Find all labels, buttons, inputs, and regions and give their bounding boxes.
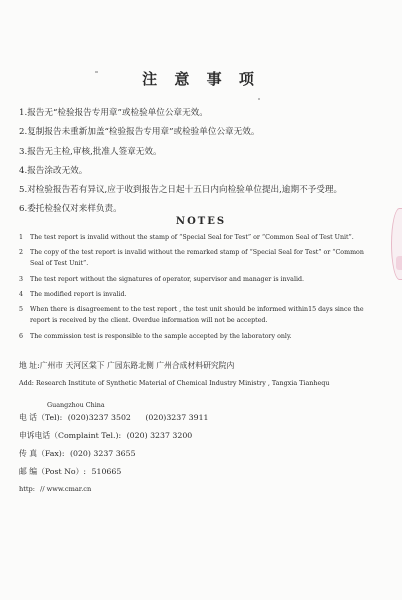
note-number: 4	[19, 290, 24, 298]
complaint-label: 申诉电话（Complaint Tel.):	[19, 431, 122, 440]
english-note-item	[19, 305, 379, 327]
note-number: 1	[19, 234, 24, 241]
complaint-number: (020) 3237 3200	[126, 431, 193, 440]
website-link[interactable]: // www.cmar.cn	[40, 485, 92, 493]
telephone-row	[19, 412, 209, 423]
chinese-note-item: 6.委托检验仅对来样负责。	[19, 204, 122, 215]
note-number: 3	[19, 275, 24, 283]
telephone-label: 电 话（Tel):	[19, 413, 63, 422]
english-note-item	[19, 332, 379, 343]
fax-number: (020) 3237 3655	[69, 449, 136, 458]
note-number: 6	[19, 332, 24, 340]
address-english-line: Add: Research Institute of Synthetic Material of Chemical Industry Ministry , Tangxia Tianhequ	[19, 379, 330, 387]
chinese-note-item: 5.对检验报告若有异议,应于收到报告之日起十五日内向检验单位提出,逾期不予受理。	[19, 185, 343, 196]
english-notes-list	[19, 233, 379, 347]
note-text: The test report is invalid without the stamp of “Special Seal for Test” or “Common Seal of Test Unit”.	[30, 234, 354, 241]
english-note-item	[19, 275, 379, 286]
postcode-row	[19, 466, 121, 477]
seal-stamp-mark	[396, 256, 402, 270]
english-note-item	[19, 290, 379, 301]
address-chinese: 地 址:广州市 天河区棠下 广园东路北侧 广州合成材料研究院内	[19, 361, 235, 370]
notice-title: 注 意 事 项	[142, 70, 260, 88]
note-text: The commission test is responsible to the sample accepted by the laboratory only.	[30, 332, 292, 340]
address-english-city: Guangzhou China	[47, 401, 105, 409]
address-english	[19, 378, 389, 411]
postcode-label: 邮 编（Post No）:	[19, 467, 87, 476]
telephone-number: (020)3237 3502	[67, 413, 131, 422]
note-number: 2	[19, 249, 24, 257]
paper-speck	[258, 98, 260, 100]
website-label: http:	[19, 485, 35, 493]
chinese-note-item: 1.报告无“检验报告专用章”或检验单位公章无效。	[19, 108, 208, 118]
note-number: 5	[19, 306, 24, 314]
fax-row	[19, 448, 136, 459]
english-note-item	[19, 248, 379, 270]
note-text: The modified report is invalid.	[30, 290, 127, 298]
chinese-note-item: 2.复制报告未重新加盖“检验报告专用章”或检验单位公章无效。	[19, 127, 260, 138]
english-note-item	[19, 233, 379, 244]
chinese-notes-list	[19, 108, 394, 224]
chinese-note-item: 4.报告涂改无效。	[19, 165, 88, 176]
telephone-number: (020)3237 3911	[145, 413, 209, 422]
website-row	[19, 485, 91, 493]
complaint-row	[19, 430, 192, 441]
note-text: The copy of the test report is invalid without the remarked stamp of “Special Seal for Test” or “Common Seal of Test Unit”.	[30, 249, 364, 268]
note-text: The test report without the signatures of operator, supervisor and manager is invalid.	[30, 275, 305, 283]
postcode-value: 510665	[91, 467, 122, 476]
note-text: When there is disagreement to the test report , the test unit should be informed within15 days since the report is received by the client. Overdue information will not be accepted.	[30, 306, 364, 325]
chinese-note-item: 3.报告无主检,审核,批准人签章无效。	[19, 146, 162, 157]
fax-label: 传 真（Fax):	[19, 449, 65, 458]
notes-title: NOTES	[175, 216, 227, 227]
